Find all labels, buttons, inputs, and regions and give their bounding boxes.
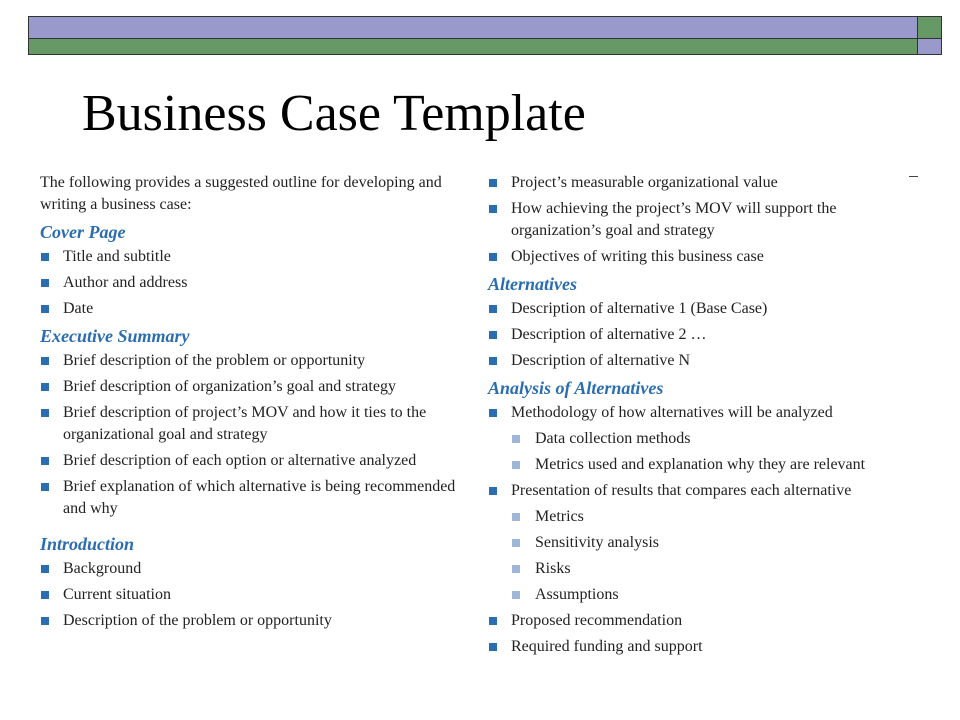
list-item-text: Current situation (63, 586, 171, 603)
square-bullet-icon (489, 331, 497, 339)
list-item (40, 350, 460, 372)
square-bullet-icon (489, 409, 497, 417)
header-bar-green (28, 39, 918, 55)
list-item-text: Project’s measurable organizational value (511, 174, 778, 191)
square-sub-bullet-icon (512, 461, 520, 469)
sub-list-item (488, 532, 928, 554)
square-sub-bullet-icon (512, 513, 520, 521)
list-item-text: Title and subtitle (63, 248, 171, 265)
list-item-text: Brief description of organization’s goal and strategy (63, 378, 396, 395)
list-item (488, 246, 928, 268)
intro-text: The following provides a suggested outline for developing and writing a business case: (40, 174, 442, 213)
list-item-text: Brief explanation of which alternative is being recommended and why (63, 478, 456, 517)
list-item-text: Proposed recommendation (511, 612, 683, 629)
square-bullet-icon (41, 591, 49, 599)
list-item-text: Sensitivity analysis (535, 534, 659, 551)
square-bullet-icon (489, 305, 497, 313)
list-item (488, 480, 928, 502)
square-bullet-icon (41, 565, 49, 573)
list-item-text: Description of the problem or opportunity (63, 612, 332, 629)
list-item (40, 272, 460, 294)
analysis-of-alternatives-heading: Analysis of Alternatives (488, 378, 664, 398)
list-item (40, 298, 460, 320)
square-bullet-icon (489, 179, 497, 187)
sub-list-item (488, 506, 928, 528)
executive-summary-heading: Executive Summary (40, 326, 190, 346)
square-bullet-icon (489, 253, 497, 261)
list-item-text: Background (63, 560, 142, 577)
alternatives-list (488, 298, 928, 372)
list-item-text: Presentation of results that compares each alternative (511, 482, 852, 499)
list-item-text: Metrics (535, 508, 584, 525)
executive-summary-list (40, 350, 460, 520)
analysis-list (488, 402, 928, 658)
list-item-text: Metrics used and explanation why they are relevant (535, 456, 866, 473)
square-bullet-icon (41, 383, 49, 391)
square-bullet-icon (41, 305, 49, 313)
square-bullet-icon (489, 205, 497, 213)
list-item (488, 610, 928, 632)
list-item (488, 298, 928, 320)
square-bullet-icon (41, 457, 49, 465)
header-bar-purple (28, 16, 918, 39)
list-item (40, 584, 460, 606)
list-item (40, 376, 460, 398)
square-sub-bullet-icon (512, 591, 520, 599)
list-item (488, 350, 928, 372)
square-bullet-icon (41, 483, 49, 491)
square-bullet-icon (41, 357, 49, 365)
square-bullet-icon (41, 253, 49, 261)
cover-page-heading: Cover Page (40, 222, 126, 242)
list-item-text: Brief description of project’s MOV and how it ties to the organizational goal and strategy (63, 404, 427, 443)
list-item (40, 402, 460, 446)
header-square-purple (918, 39, 942, 55)
cover-page-list (40, 246, 460, 320)
list-item-text: Description of alternative N (511, 352, 691, 369)
list-item-text: Description of alternative 2 … (511, 326, 707, 343)
list-item-text: Date (63, 300, 94, 317)
square-bullet-icon (489, 357, 497, 365)
list-item (488, 324, 928, 346)
list-item-text: How achieving the project’s MOV will support the organization’s goal and strategy (511, 200, 837, 239)
square-bullet-icon (489, 617, 497, 625)
sub-list-item (488, 454, 928, 476)
sub-list-item (488, 558, 928, 580)
introduction-list (40, 558, 460, 632)
square-sub-bullet-icon (512, 539, 520, 547)
list-item (40, 610, 460, 632)
list-item-text: Risks (535, 560, 571, 577)
square-bullet-icon (41, 409, 49, 417)
list-item-text: Brief description of each option or alternative analyzed (63, 452, 417, 469)
slide-title: Business Case Template (82, 85, 586, 142)
list-item (40, 476, 460, 520)
list-item (488, 172, 928, 194)
right-column (488, 172, 928, 662)
sub-list-item (488, 428, 928, 450)
list-item (40, 246, 460, 268)
introduction-continued-list (488, 172, 928, 268)
left-column (40, 172, 460, 636)
list-item-text: Description of alternative 1 (Base Case) (511, 300, 768, 317)
square-bullet-icon (489, 487, 497, 495)
list-item-text: Data collection methods (535, 430, 691, 447)
square-sub-bullet-icon (512, 565, 520, 573)
list-item-text: Methodology of how alternatives will be analyzed (511, 404, 833, 421)
list-item (488, 198, 928, 242)
list-item-text: Brief description of the problem or opportunity (63, 352, 366, 369)
list-item (40, 558, 460, 580)
introduction-heading: Introduction (40, 534, 135, 554)
list-item-text: Objectives of writing this business case (511, 248, 764, 265)
alternatives-heading: Alternatives (488, 274, 577, 294)
square-bullet-icon (489, 643, 497, 651)
list-item (40, 450, 460, 472)
header-square-green (918, 16, 942, 39)
square-bullet-icon (41, 617, 49, 625)
list-item (488, 636, 928, 658)
list-item (488, 402, 928, 424)
square-bullet-icon (41, 279, 49, 287)
list-item-text: Author and address (63, 274, 188, 291)
list-item-text: Assumptions (535, 586, 619, 603)
list-item-text: Required funding and support (511, 638, 703, 655)
sub-list-item (488, 584, 928, 606)
square-sub-bullet-icon (512, 435, 520, 443)
